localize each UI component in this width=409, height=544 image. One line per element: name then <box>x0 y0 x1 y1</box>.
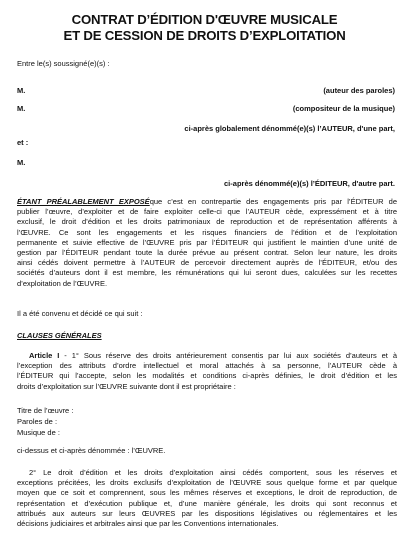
agreed-statement: Il a été convenu et décidé ce qui suit : <box>17 309 143 318</box>
preamble-lead: ÉTANT PRÉALABLEMENT EXPOSÉ <box>17 197 150 206</box>
and-label: et : <box>17 138 29 147</box>
article-1-lead: Article I <box>29 351 60 360</box>
clause-2-line: décisions judiciaires et arbitrales ainsi que par les Conventions internationales. <box>17 519 279 529</box>
party-1-label: M. <box>17 86 26 95</box>
parties-intro: Entre le(s) soussigné(e)(s) : <box>17 59 110 68</box>
preamble-line: l’ŒUVRE. Ce sont les engagements et les risques financiers de l’édition et de l’exploitation <box>17 227 397 237</box>
clause-2-line: attribués aux auteurs sur leurs ŒUVRES par les dispositions législatives ou réglementaires et les <box>17 508 397 518</box>
work-title-field: Titre de l’œuvre : <box>17 406 74 415</box>
article-1-line: l’exception des attributs d’ordre intellectuel et moral attachés à sa personne, l’AUTEUR cède à <box>17 361 397 371</box>
party-2-label: M. <box>17 104 26 113</box>
clause-2-line: 2° Le droit d’édition et les droits d’exploitation ainsi cédés comportent, sous les réserves et <box>29 468 397 477</box>
work-lyrics-field: Paroles de : <box>17 417 58 426</box>
clause-2-line: moyen que ce soit et comprennent, sous les mêmes réserves et exceptions, le droit de reproduction, de <box>17 488 397 498</box>
article-1-line: droits d’exploitation sur l’ŒUVRE suivante dont il est propriétaire : <box>17 381 236 391</box>
preamble-line: permanente et suivie effective de l’ŒUVRE pris par l’ÉDITEUR qui justifient le maintien d’une unité de <box>17 237 397 247</box>
preamble-line: publier l’œuvre, d’exploiter et de faire exploiter celle-ci que l’AUTEUR cède, expressément et à titre <box>17 207 397 217</box>
party-1-role: (auteur des paroles) <box>323 86 395 95</box>
clause-2-paragraph <box>17 468 397 529</box>
title-line-1: CONTRAT D’ÉDITION D'ŒUVRE MUSICALE <box>71 12 338 27</box>
preamble-line: sociétés d’auteurs dont il est membre, les rémunérations qui lui seront dues, calculées sur les recettes <box>17 268 397 278</box>
article-1-line: l’ÉDITEUR qui l’accepte, selon les modalités et conditions ci-après définies, le droit d’édition et les <box>17 371 397 381</box>
preamble-line: exclusif, le droit d’édition et les droits patrimoniaux de reproduction et de représentation afférents à <box>17 217 397 227</box>
article-1-paragraph: Article I - 1° Sous réserve des droits antérieurement consentis par lui aux sociétés d’auteurs et à l’exception des attributs d’ordre intellectuel et moral attachés à sa personne, l’AUTEUR cède à l’ÉDITEUR qui l’accepte, selon les modalités et conditions ci-après définies, le droit d’édition et les droits d’exploitation sur l’ŒUVRE suivante dont il est propriétaire : <box>17 351 397 391</box>
clause-2-line: représentation et d’exécution publique et, d’une manière générale, les droits qui sont reconnus et <box>17 498 397 508</box>
work-music-field: Musique de : <box>17 428 60 437</box>
clause-2-line: exceptions précitées, les droits exclusifs d’exploitation de l’ŒUVRE sous quelque forme et par quelque <box>17 478 397 488</box>
title-line-2: ET DE CESSION DE DROITS D’EXPLOITATION <box>63 28 346 43</box>
editeur-designation: ci-après dénommé(e)(s) l’ÉDITEUR, d'autre part. <box>224 179 395 188</box>
party-3-label: M. <box>17 158 26 167</box>
preamble-line: d’exploitation de l’ŒUVRE. <box>17 278 108 288</box>
preamble-line: gestion par l’ÉDITEUR pendant toute la durée prévue au présent contrat. Selon leur nature, les droits <box>17 248 397 258</box>
preamble-paragraph: ÉTANT PRÉALABLEMENT EXPOSÉque c’est en contrepartie des engagements pris par l’ÉDITEUR de publier l’œuvre, d’exploiter et de faire exploiter celle-ci que l’AUTEUR cède, expressément et à titre exclusif, le droit d’édition et les droits patrimoniaux de reproduction et de représentation afférents à l’ŒUVRE. Ce sont les engagements et les risques financiers de l’édition et de l’exploitation permanente et suivie effective de l’ŒUVRE pris par l’ÉDITEUR qui justifient le maintien d’une unité de gestion par l’ÉDITEUR pendant toute la durée prévue au présent contrat. Selon leur nature, les droits ainsi cédés doivent permettre à l’AUTEUR de percevoir directement auprès de l’ÉDITEUR, et/ou des sociétés d’auteurs dont il est membre, les rémunérations qui lui seront dues, calculées sur les recettes d’exploitation de l’ŒUVRE. <box>17 197 397 288</box>
general-clauses-heading: CLAUSES GÉNÉRALES <box>17 331 102 340</box>
preamble-line: ainsi cédés doivent permettre à l’AUTEUR de percevoir directement auprès de l’ÉDITEUR, et/ou des <box>17 258 397 268</box>
auteur-designation: ci-après globalement dénommé(e)(s) l’AUTEUR, d'une part, <box>184 124 395 133</box>
work-designation: ci-dessus et ci-après dénommée : l’ŒUVRE. <box>17 446 166 455</box>
party-2-role: (compositeur de la musique) <box>292 104 395 113</box>
